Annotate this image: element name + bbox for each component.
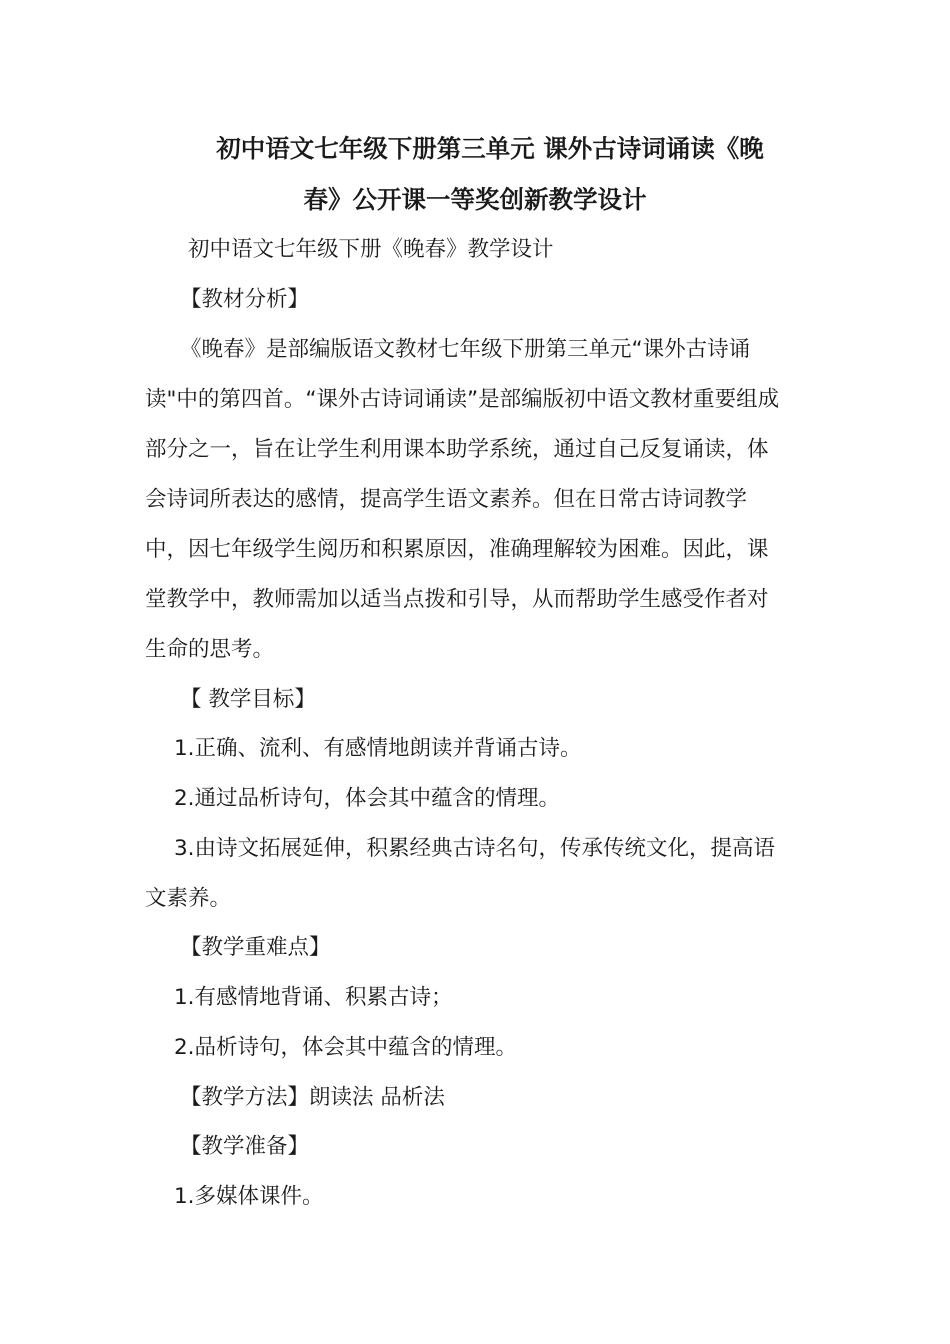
document-title-line-1: 初中语文七年级下册第三单元 课外古诗词诵读《晚 bbox=[216, 134, 764, 163]
analysis-line: 中，因七年级学生阅历和积累原因，准确理解较为困难。因此，课 bbox=[145, 537, 769, 562]
methods-line: 【教学方法】朗读法 品析法 bbox=[180, 1085, 445, 1110]
goals-item: 1.正确、流利、有感情地朗读并背诵古诗。 bbox=[174, 736, 582, 761]
goals-item: 2.通过品析诗句，体会其中蕴含的情理。 bbox=[174, 786, 561, 811]
keypoints-heading: 【教学重难点】 bbox=[180, 935, 331, 960]
goals-heading: 【 教学目标】 bbox=[180, 687, 316, 712]
keypoints-item: 2.品析诗句，体会其中蕴含的情理。 bbox=[174, 1035, 518, 1060]
analysis-line: 部分之一，旨在让学生利用课本助学系统，通过自己反复诵读，体 bbox=[145, 437, 769, 462]
preparation-heading: 【教学准备】 bbox=[180, 1134, 310, 1159]
analysis-line: 生命的思考。 bbox=[145, 637, 275, 662]
analysis-line: 会诗词所表达的感情，提高学生语文素养。但在日常古诗词教学 bbox=[145, 487, 748, 512]
analysis-line: 读"中的第四首。“课外古诗词诵读”是部编版初中语文教材重要组成 bbox=[145, 387, 780, 412]
subtitle: 初中语文七年级下册《晚春》教学设计 bbox=[188, 237, 554, 262]
keypoints-item: 1.有感情地背诵、积累古诗； bbox=[174, 985, 453, 1010]
goals-item: 3.由诗文拓展延伸，积累经典古诗名句，传承传统文化，提高语 bbox=[174, 836, 776, 861]
document-title-line-2: 春》公开课一等奖创新教学设计 bbox=[303, 185, 647, 214]
analysis-heading: 【教材分析】 bbox=[180, 287, 310, 312]
analysis-line: 堂教学中，教师需加以适当点拨和引导，从而帮助学生感受作者对 bbox=[145, 587, 769, 612]
analysis-line: 《晚春》是部编版语文教材七年级下册第三单元“课外古诗诵 bbox=[180, 337, 751, 362]
goals-item: 文素养。 bbox=[145, 886, 232, 911]
preparation-item: 1.多媒体课件。 bbox=[174, 1184, 324, 1209]
